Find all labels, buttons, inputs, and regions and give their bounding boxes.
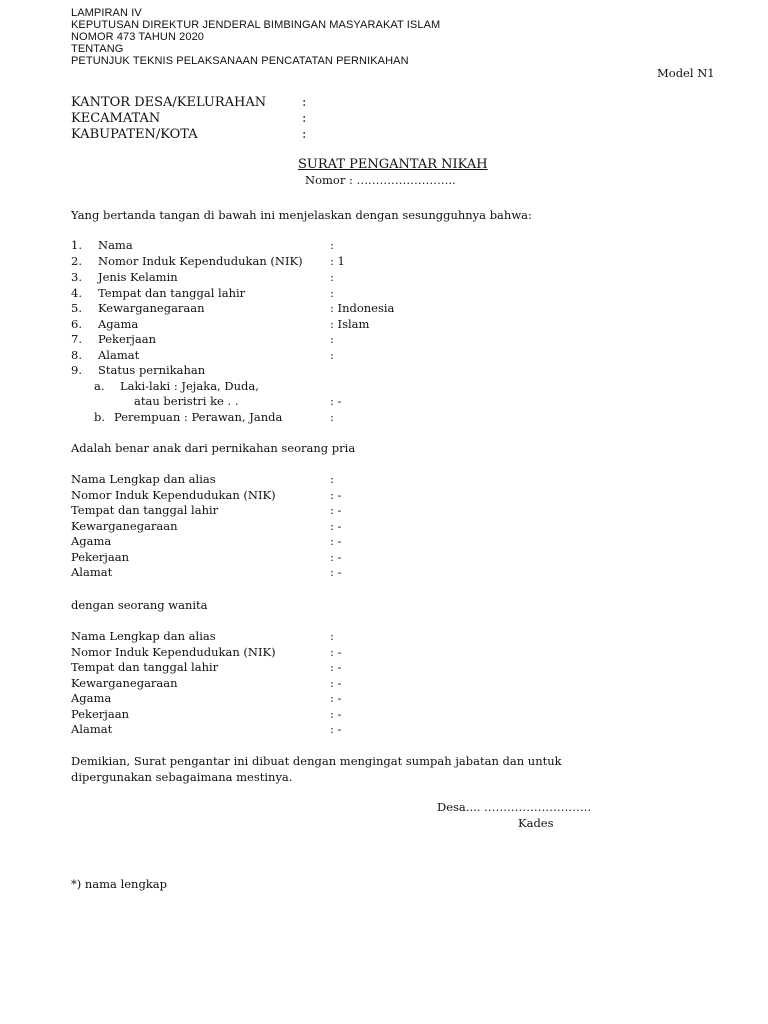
- item-label: Kewarganegaraan: [98, 301, 205, 315]
- item-label: Nomor Induk Kependudukan (NIK): [98, 254, 303, 268]
- signature-role: Kades: [518, 816, 554, 830]
- intro-text: Yang bertanda tangan di bawah ini menjelaskan dengan sesungguhnya bahwa:: [71, 208, 532, 222]
- document-number: Nomor : ……………………..: [305, 173, 456, 187]
- item-number: 6.: [71, 317, 82, 331]
- status-a-text: Laki-laki : Jejaka, Duda,: [120, 379, 259, 393]
- closing-line-2: dipergunakan sebagaimana mestinya.: [71, 770, 293, 784]
- item-number: 3.: [71, 270, 82, 284]
- father-field-label: Nomor Induk Kependudukan (NIK): [71, 488, 276, 502]
- father-field-value: : -: [330, 550, 342, 564]
- status-b-text: Perempuan : Perawan, Janda: [114, 410, 283, 424]
- office-colon-kabupaten: :: [302, 127, 307, 142]
- status-a-prefix: a.: [94, 379, 105, 393]
- item-label: Nama: [98, 238, 133, 252]
- model-label: Model N1: [657, 66, 715, 80]
- item-label: Jenis Kelamin: [98, 270, 178, 284]
- mother-field-value: : -: [330, 691, 342, 705]
- status-b-value: :: [330, 410, 334, 424]
- mother-field-value: : -: [330, 676, 342, 690]
- father-intro: Adalah benar anak dari pernikahan seorang pria: [71, 441, 356, 455]
- item-label: Pekerjaan: [98, 332, 156, 346]
- father-field-value: : -: [330, 488, 342, 502]
- mother-intro: dengan seorang wanita: [71, 598, 208, 612]
- mother-field-value: :: [330, 629, 334, 643]
- item-value: :: [330, 348, 334, 362]
- header-line-5: PETUNJUK TEKNIS PELAKSANAAN PENCATATAN PERNIKAHAN: [71, 55, 409, 67]
- mother-field-label: Nomor Induk Kependudukan (NIK): [71, 645, 276, 659]
- mother-field-value: : -: [330, 645, 342, 659]
- item-number: 2.: [71, 254, 82, 268]
- header-line-1: LAMPIRAN IV: [71, 7, 142, 19]
- mother-field-label: Alamat: [71, 722, 113, 736]
- item-number: 1.: [71, 238, 82, 252]
- mother-field-value: : -: [330, 707, 342, 721]
- status-a-continuation: atau beristri ke . .: [134, 394, 239, 408]
- item-number: 8.: [71, 348, 82, 362]
- office-colon-desa: :: [302, 95, 307, 110]
- mother-field-value: : -: [330, 722, 342, 736]
- mother-field-label: Kewarganegaraan: [71, 676, 178, 690]
- status-b-prefix: b.: [94, 410, 106, 424]
- item-label: Alamat: [98, 348, 140, 362]
- header-line-2: KEPUTUSAN DIREKTUR JENDERAL BIMBINGAN MASYARAKAT ISLAM: [71, 19, 441, 31]
- office-label-desa: KANTOR DESA/KELURAHAN: [71, 95, 267, 110]
- item-number: 5.: [71, 301, 82, 315]
- mother-field-label: Tempat dan tanggal lahir: [71, 660, 219, 674]
- mother-field-label: Pekerjaan: [71, 707, 129, 721]
- item-value: : Islam: [330, 317, 370, 331]
- mother-field-value: : -: [330, 660, 342, 674]
- father-field-value: : -: [330, 565, 342, 579]
- closing-line-1: Demikian, Surat pengantar ini dibuat dengan mengingat sumpah jabatan dan untuk: [71, 754, 562, 768]
- mother-field-label: Nama Lengkap dan alias: [71, 629, 216, 643]
- header-line-4: TENTANG: [71, 43, 124, 55]
- office-label-kecamatan: KECAMATAN: [71, 111, 161, 126]
- footnote: *) nama lengkap: [71, 877, 168, 891]
- father-field-label: Alamat: [71, 565, 113, 579]
- office-colon-kecamatan: :: [302, 111, 307, 126]
- item-value: : 1: [330, 254, 345, 268]
- item-number: 4.: [71, 286, 82, 300]
- mother-field-label: Agama: [71, 691, 112, 705]
- item-label: Status pernikahan: [98, 363, 206, 377]
- status-a-value: : -: [330, 394, 342, 408]
- signature-place: Desa.... ……………………….: [437, 800, 592, 814]
- item-value: :: [330, 270, 334, 284]
- item-label: Tempat dan tanggal lahir: [98, 286, 246, 300]
- father-field-label: Kewarganegaraan: [71, 519, 178, 533]
- item-value: : Indonesia: [330, 301, 395, 315]
- father-field-label: Nama Lengkap dan alias: [71, 472, 216, 486]
- father-field-label: Agama: [71, 534, 112, 548]
- item-number: 9.: [71, 363, 82, 377]
- item-value: :: [330, 286, 334, 300]
- father-field-value: : -: [330, 503, 342, 517]
- office-label-kabupaten: KABUPATEN/KOTA: [71, 127, 198, 142]
- father-field-label: Pekerjaan: [71, 550, 129, 564]
- item-value: :: [330, 238, 334, 252]
- document-title: SURAT PENGANTAR NIKAH: [298, 157, 488, 172]
- item-label: Agama: [98, 317, 139, 331]
- father-field-value: : -: [330, 519, 342, 533]
- father-field-value: :: [330, 472, 334, 486]
- father-field-value: : -: [330, 534, 342, 548]
- father-field-label: Tempat dan tanggal lahir: [71, 503, 219, 517]
- item-number: 7.: [71, 332, 82, 346]
- item-value: :: [330, 332, 334, 346]
- header-line-3: NOMOR 473 TAHUN 2020: [71, 31, 205, 43]
